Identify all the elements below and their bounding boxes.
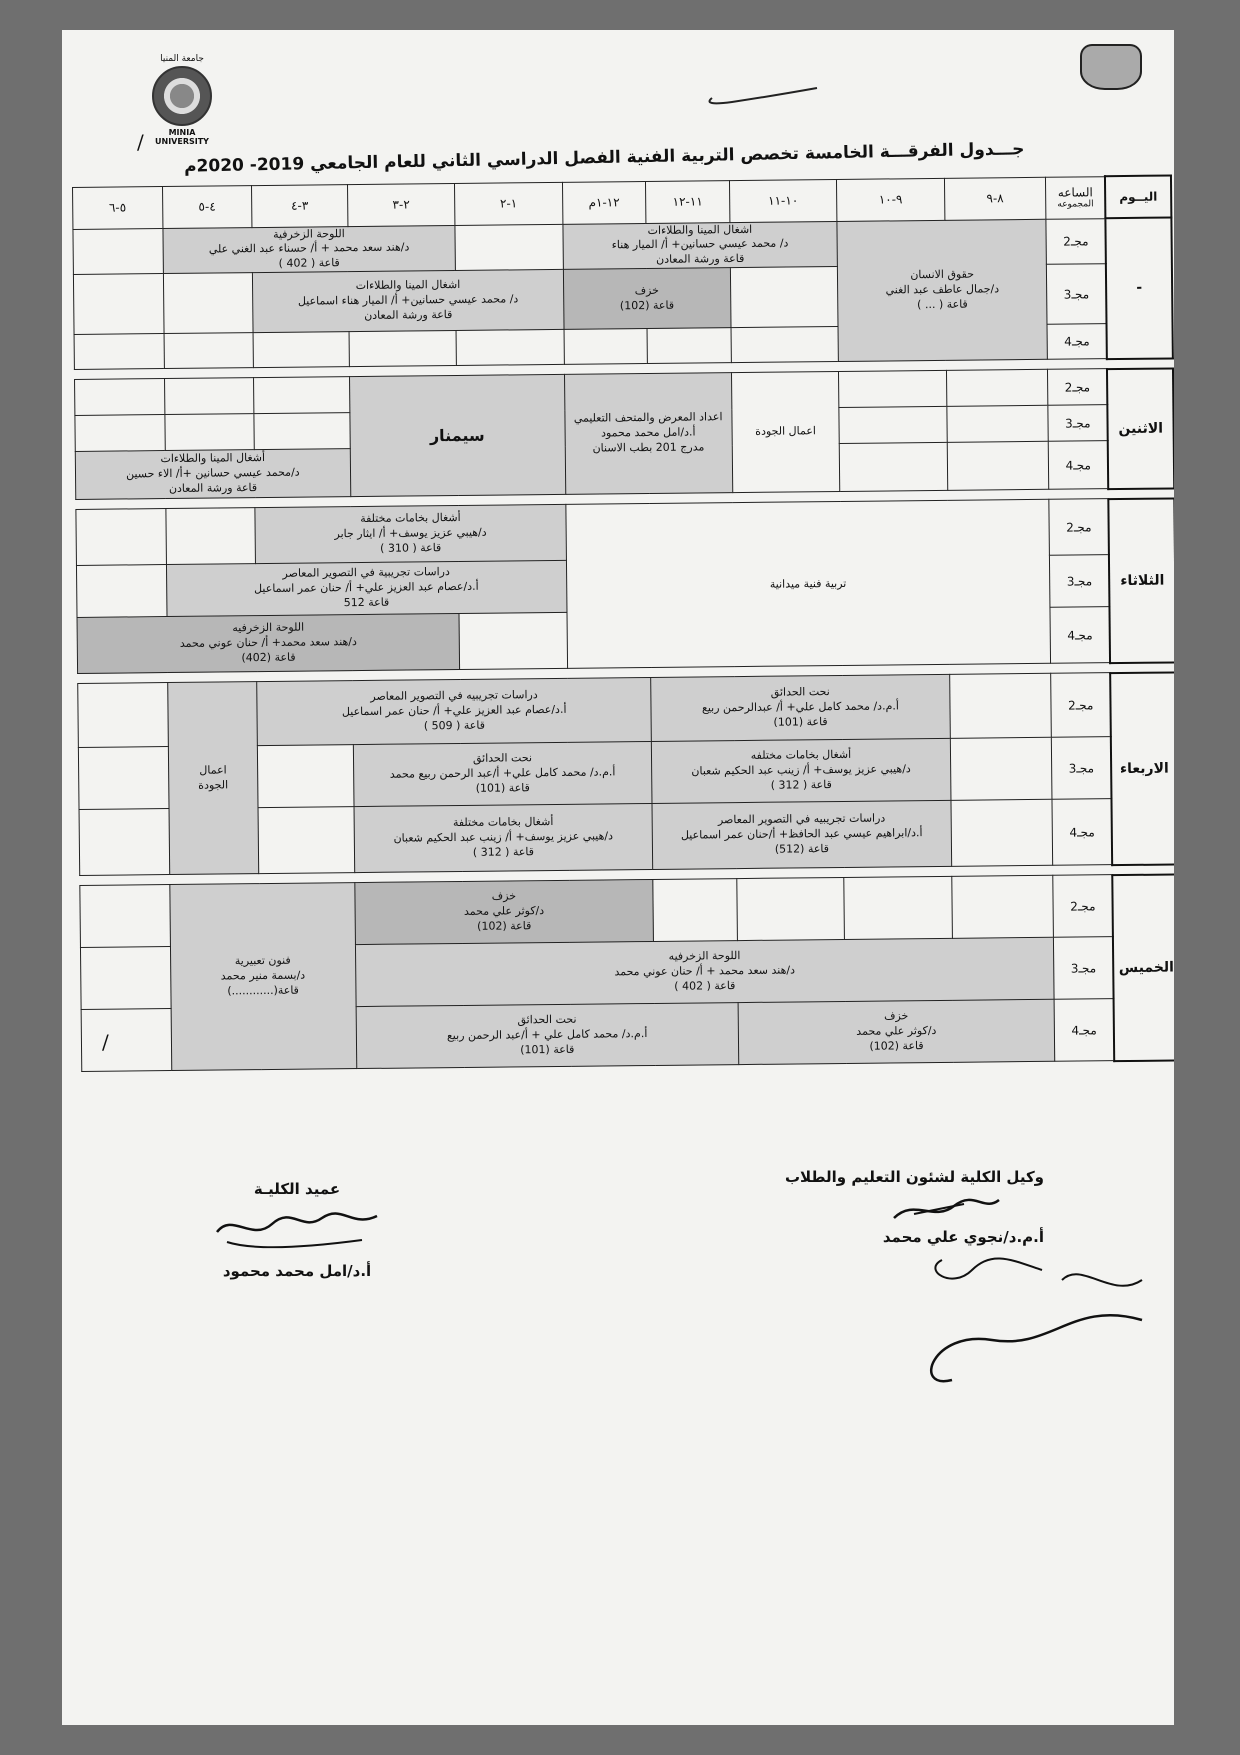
session-cell: تربية فنية ميدانية [565,499,1050,668]
vice-dean-block [785,1168,1044,1246]
group-cell: مجـ2 [1048,369,1108,406]
handwritten-annotation-icon [912,1240,1172,1400]
session-room: قاعة (512) [774,842,830,856]
session-lecturer: د/هيبي عزيز يوسف+ أ/ زينب عبد الحكيم شعبان [393,829,614,845]
session-title: نحت الحدائق [770,685,830,699]
group-cell: مجـ2 [1051,673,1111,738]
pen-mark-icon [702,78,822,108]
session-cell [355,937,1054,1006]
session-room: قاعة ( 509 ) [423,718,486,733]
session-cell [255,504,566,563]
faculty-seal-icon [1080,44,1142,90]
session-room: قاعة ( 310 ) [380,541,442,555]
session-room: قاعة 512 [343,595,390,610]
empty-cell [79,809,169,876]
university-seal-icon [152,66,212,126]
empty-cell [80,947,170,1010]
empty-cell [647,328,731,364]
session-room: قاعة ( 402 ) [674,979,736,993]
session-cell [651,674,950,741]
session-lecturer: أ.م.د/ محمد كامل علي+ أ/ عبدالرحمن ربيع [701,699,899,715]
day-cell: - [1106,217,1173,358]
session-title: نحت الحدائق [517,1013,577,1027]
session-cell [163,225,456,274]
session-lecturer: د/هند سعد محمد + أ/ حنان عوني محمد [614,963,796,979]
session-cell [253,269,564,332]
session-lecturer: أ.د/عصام عبد العزيز علي+ أ/ حنان عمر اسماعيل [341,702,567,719]
tick-mark-icon: / [102,1030,109,1054]
session-cell [77,614,460,674]
session-title: اعداد المعرض والمتحف التعليمي [573,410,723,426]
group-cell: مجـ3 [1050,555,1110,608]
empty-cell [258,745,354,808]
empty-cell [839,442,947,491]
session-room: قاعة ورشة المعادن [168,481,258,495]
group-cell: مجـ2 [1053,875,1113,938]
session-title: الجودة [198,777,229,792]
session-cell [837,219,1047,362]
session-cell [166,560,566,616]
empty-cell [164,378,254,415]
session-lecturer: د/هند سعد محمد+ أ/ حنان عوني محمد [179,635,357,651]
group-cell: مجـ3 [1051,737,1111,800]
time-header: ١١-١٢ [646,180,730,223]
dean-name: أ.د/امل محمد محمود [222,1262,372,1280]
day-cell: الثلاثاء [1109,498,1174,663]
empty-cell [80,885,170,948]
session-title: نحت الحدائق [472,751,533,766]
session-title: اللوحة الزخرفيه [668,949,741,964]
session-cell [563,268,731,330]
session-room: قاعة (402) [241,650,296,665]
session-lecturer: أ.م.د/ محمد كامل علي+ أ/عبد الرحمن ربيع محمد [389,765,616,781]
time-header: ٥-٦ [73,186,163,229]
group-cell: مجـ4 [1048,441,1108,490]
time-header: ٢-٣ [347,183,455,226]
session-cell [738,999,1055,1064]
session-lecturer: أ.د/ابراهيم عيسي عبد الحافظ+ أ/حنان عمر اسماعيل [680,826,923,842]
session-title: أشغال المينا والطلاءات [160,451,266,466]
empty-cell [73,228,163,274]
empty-cell [455,224,563,271]
vice-dean-title: وكيل الكلية لشئون التعليم والطلاب [784,1168,1044,1186]
empty-cell [456,329,564,365]
document-page [62,30,1174,1725]
session-cell [652,800,951,869]
session-cell [564,373,732,495]
time-header: ١٢-١م [562,181,646,224]
session-cell [167,682,259,875]
vice-dean-name: أ.م.د/نجوي علي محمد [882,1228,1044,1246]
session-lecturer: د/جمال عاطف عبد الغني [885,282,1000,297]
corner-hour-label: الساعه [1057,185,1093,200]
session-title: اللوحة الزخرفيه [232,620,305,635]
empty-cell [349,331,457,367]
session-title: خزف [634,283,660,297]
empty-cell [653,879,737,942]
session-title: خزف [883,1009,909,1023]
session-room: قاعة (102) [477,919,532,933]
faculty-logo [1080,44,1144,104]
empty-cell [839,406,947,443]
corner-group-label: المجموعه [1057,199,1094,210]
group-cell: مجـ3 [1054,937,1114,1000]
session-lecturer: د/هيبي عزيز يوسف+ أ/ ايثار جابر [334,525,487,541]
session-room: قاعة ورشة المعادن [656,252,745,267]
time-header: ١٠-١١ [729,179,837,222]
empty-cell [78,747,168,810]
empty-cell [737,877,845,940]
empty-cell [73,274,163,335]
time-header: ٤-٥ [162,185,252,228]
empty-cell [950,737,1052,800]
session-room: قاعة ( ... ) [917,297,968,311]
day-cell: الاثنين [1107,368,1174,489]
schedule-table [72,174,1174,1255]
session-lecturer: د/ محمد عيسي حسانين+ أ/ الميار هناء [611,236,789,252]
empty-cell [166,508,256,565]
table-row [80,874,1174,947]
empty-cell [839,370,947,407]
session-room: قاعة ( 312 ) [770,778,832,792]
group-cell: مجـ3 [1047,264,1107,325]
session-cell [169,883,356,1071]
session-room: قاعة (101) [475,781,530,795]
session-cell [75,449,350,500]
hour-group-corner [1046,176,1106,219]
group-cell: مجـ3 [1048,405,1108,442]
empty-cell [75,379,165,416]
session-cell [563,221,838,269]
session-cell [355,879,654,944]
empty-cell [258,807,354,874]
empty-cell [947,441,1049,490]
university-name-ar: جامعة المنيا [160,54,204,64]
session-room: قاعة(............) [227,983,299,998]
session-title: اللوحة الزخرفية [272,226,345,241]
vice-dean-signature-icon [884,1192,1004,1228]
time-header: ٩-١٠ [837,178,945,221]
session-title: اشغال المينا والطلاءات [647,222,753,237]
empty-cell [76,565,166,618]
session-title: دراسات تجريبية في التصوير المعاصر [282,565,450,581]
empty-cell [949,673,1051,738]
dean-signature-icon [212,1202,382,1258]
session-room: قاعة (102) [869,1039,924,1053]
empty-cell [951,799,1053,866]
table-row [76,498,1174,566]
group-cell: مجـ2 [1046,218,1106,264]
session-title: دراسات تجريبيه في التصوير المعاصر [717,811,886,827]
group-cell: مجـ4 [1050,607,1110,664]
session-cell [356,1003,739,1069]
empty-cell [253,332,349,368]
session-room: قاعة (101) [520,1042,575,1057]
group-cell: مجـ2 [1049,499,1109,556]
empty-cell [254,413,350,450]
dean-title: عميد الكليـة [253,1180,341,1198]
empty-cell [164,333,254,369]
day-cell: الخميس [1113,874,1174,1061]
session-cell [257,677,652,745]
session-title: أشغال بخامات مختلفة [360,511,461,526]
session-lecturer: د/هند سعد محمد + أ/ حسناء عبد الغني علي [208,240,410,256]
session-title: دراسات تجريبيه في التصوير المعاصر [370,688,538,704]
session-lecturer: أ.د/عصام عبد العزيز علي+ أ/ حنان عمر اسماعيل [254,579,479,596]
session-title: اعمال [199,763,227,777]
session-title: أشغال بخامات مختلفة [452,815,554,830]
empty-cell [254,377,350,414]
empty-cell [78,683,168,748]
session-lecturer: د/هيبي عزيز يوسف+ أ/ زينب عبد الحكيم شعبان [691,762,911,778]
group-cell: مجـ4 [1054,999,1114,1062]
empty-cell [74,334,164,370]
dean-block [212,1180,382,1280]
session-title: اعمال الجودة [755,424,817,438]
session-title: حقوق الانسان [910,267,975,282]
empty-cell [165,414,255,451]
session-room: قاعة ( 312 ) [472,845,535,859]
tick-mark-icon: / [137,130,144,154]
empty-cell [75,415,165,452]
session-room: قاعة (101) [773,715,828,729]
session-cell [353,741,652,806]
session-title: فنون تعبيرية [234,954,291,968]
time-header: ٣-٤ [252,184,348,227]
empty-cell [459,612,567,669]
session-cell [652,738,951,803]
empty-cell [730,267,838,328]
session-cell [354,803,653,872]
group-cell: مجـ4 [1047,324,1107,360]
empty-cell [951,875,1053,938]
session-title: اشغال المينا والطلاءات [355,278,461,293]
empty-cell [81,1009,171,1072]
group-cell: مجـ4 [1052,799,1112,866]
session-room: مدرج 201 بطب الاسنان [592,440,705,455]
session-lecturer: د/ محمد عيسي حسانين+ أ/ الميار هناء اسماعيل [297,292,519,308]
empty-cell [844,876,952,939]
empty-cell [947,405,1049,442]
session-title: أشغال بخامات مختلفه [750,748,852,763]
table-row [78,672,1174,747]
session-lecturer: د/كوثر علي محمد [463,904,545,919]
session-lecturer: د/بسمة منير محمد [220,968,306,983]
session-title: خزف [491,889,517,903]
empty-cell [731,327,839,363]
time-header: ١-٢ [455,182,563,225]
empty-cell [163,273,253,334]
session-lecturer: د/كوثر علي محمد [856,1024,937,1038]
day-header: اليــوم [1105,175,1171,218]
empty-cell [76,509,166,566]
time-header: ٨-٩ [944,177,1046,220]
session-room: قاعة ( 402 ) [278,256,340,271]
empty-cell [564,329,648,365]
session-lecturer: د/محمد عيسي حسانين +أ/ الاء حسين [125,465,300,481]
session-cell [731,372,840,493]
university-name-en: MINIA UNIVERSITY [155,128,209,146]
page-title: جـــدول الفرقـــة الخامسة تخصص التربية الفنية الفصل الدراسي الثاني للعام الجامعي 2019- 2020م [183,139,1025,177]
session-cell: سيمنار [349,374,565,496]
minia-university-logo [146,54,218,154]
session-lecturer: أ.م.د/ محمد كامل علي + أ/عبد الرحمن ربيع [446,1027,648,1043]
empty-cell [946,369,1048,406]
day-cell: الاربعاء [1110,672,1174,865]
session-room: قاعة ورشة المعادن [364,307,453,322]
session-lecturer: أ.د/امل محمد محمود [600,425,696,440]
session-room: قاعة (102) [619,298,675,312]
